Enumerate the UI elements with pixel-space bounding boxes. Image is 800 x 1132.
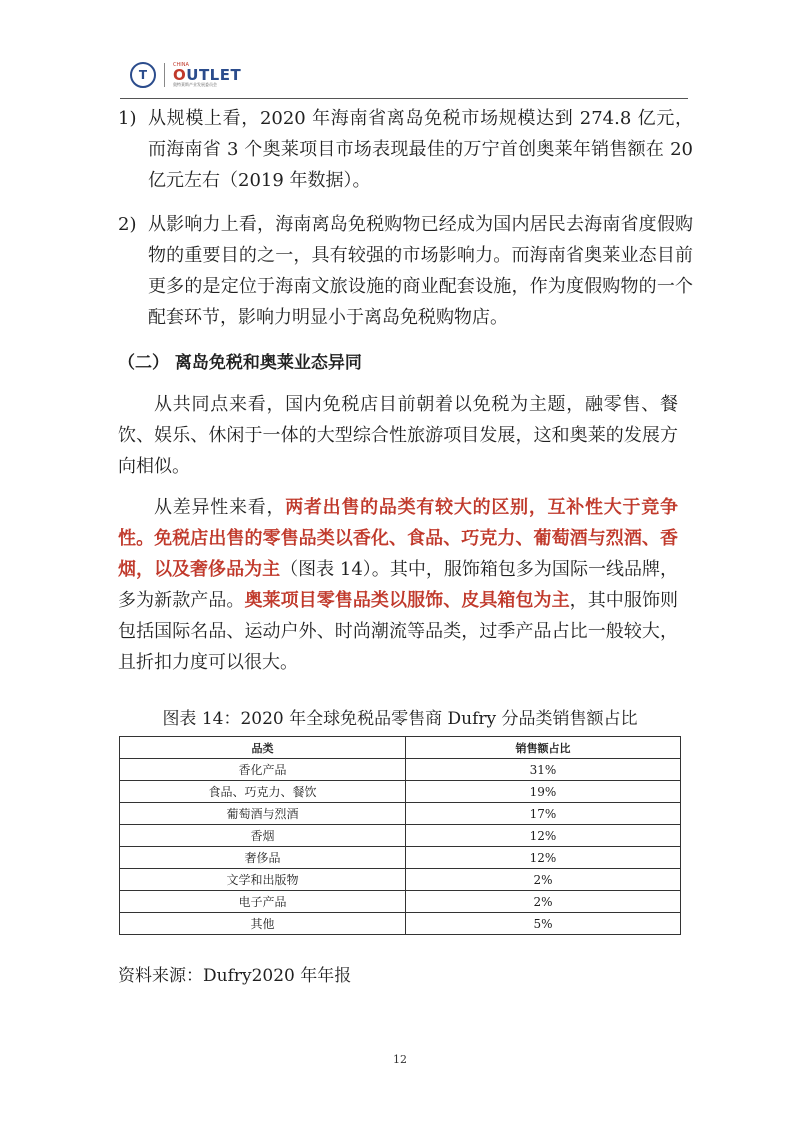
share-cell: 19% [406,781,681,803]
paragraph-differences [118,492,678,678]
share-cell: 31% [406,759,681,781]
logo-subtitle: 奥特莱斯产业发展委员会 [173,82,217,87]
page-number: 12 [393,1053,407,1066]
share-cell: 17% [406,803,681,825]
table-header-row [120,737,681,759]
category-cell: 香化产品 [120,759,406,781]
share-cell: 2% [406,869,681,891]
table-row [120,825,681,847]
category-cell: 文学和出版物 [120,869,406,891]
para-highlight: 两者出售的品类有较大的区别，互补性大于竞争性。免税店出售的零售品类以香化、食品、巧克力、葡萄酒与烈酒、香烟，以及奢侈品为主 [118,497,679,580]
table-row [120,913,681,935]
table-row [120,781,681,803]
logo-brand-o: O [173,66,187,84]
logo-brand [173,68,241,83]
sales-share-table [119,736,681,935]
table-title: 图表 14：2020 年全球免税品零售商 Dufry 分品类销售额占比 [162,709,638,729]
share-cell: 2% [406,891,681,913]
column-header-category: 品类 [120,737,406,759]
list-item-2 [118,209,693,333]
para-highlight: 奥莱项目零售品类以服饰、皮具箱包为主 [244,590,570,611]
table-row [120,803,681,825]
share-cell: 5% [406,913,681,935]
list-item-text: 从规模上看，2020 年海南省离岛免税市场规模达到 274.8 亿元，而海南省 3 个奥莱项目市场表现最佳的万宁首创奥莱年销售额在 20 亿元左右（2019 年数据）。 [148,108,693,191]
category-cell: 奢侈品 [120,847,406,869]
outlet-logo [173,63,241,87]
list-item-number: 1) [118,108,137,129]
source-note: 资料来源：Dufry2020 年年报 [118,966,352,986]
category-cell: 香烟 [120,825,406,847]
header-rule [120,98,688,99]
list-item-number: 2) [118,214,137,235]
category-cell: 电子产品 [120,891,406,913]
header-logo [130,62,241,88]
paragraph-similarities: 从共同点来看，国内免税店目前朝着以免税为主题，融零售、餐饮、娱乐、休闲于一体的大型综合性旅游项目发展，这和奥莱的发展方向相似。 [118,394,678,477]
para-segment: 从差异性来看， [154,497,286,518]
logo-small-text: CHINA [173,62,189,68]
table-row [120,891,681,913]
category-cell: 食品、巧克力、餐饮 [120,781,406,803]
committee-logo-icon: T [130,62,156,88]
column-header-share: 销售额占比 [406,737,681,759]
para-segment: （图表 14）。其中，服饰箱包多为国际一线品牌，多为新款产品。 [118,559,678,611]
para-segment: ，其中服饰则包括国际名品、运动户外、时尚潮流等品类，过季产品占比一般较大，且折扣力度可以很大。 [118,590,679,673]
section-heading: （二） 离岛免税和奥莱业态异同 [118,353,362,373]
logo-divider [164,63,165,87]
share-cell: 12% [406,847,681,869]
category-cell: 葡萄酒与烈酒 [120,803,406,825]
list-item-1 [118,103,693,196]
table-row [120,759,681,781]
logo-brand-rest: UTLET [186,66,242,84]
share-cell: 12% [406,825,681,847]
table-row [120,847,681,869]
category-cell: 其他 [120,913,406,935]
list-item-text: 从影响力上看，海南离岛免税购物已经成为国内居民去海南省度假购物的重要目的之一，具有较强的市场影响力。而海南省奥莱业态目前更多的是定位于海南文旅设施的商业配套设施，作为度假购物的一个配套环节，影响力明显小于离岛免税购物店。 [148,214,693,328]
table-row [120,869,681,891]
